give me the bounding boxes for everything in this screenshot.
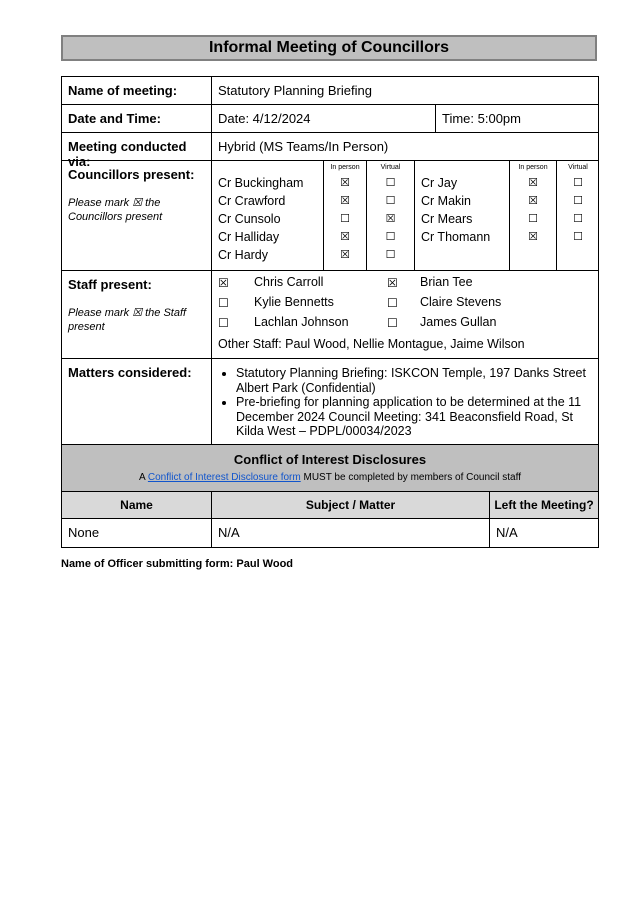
councillors-label: Councillors present: <box>68 167 195 182</box>
virtual-checkbox[interactable]: ☐ <box>573 177 583 189</box>
virtual-checkbox[interactable]: ☐ <box>573 195 583 207</box>
conducted-label: Meeting conducted via: <box>62 133 212 160</box>
conducted-value: Hybrid (MS Teams/In Person) <box>218 139 389 154</box>
matters-label-cell: Matters considered: <box>62 359 212 444</box>
in-person-checkbox[interactable]: ☒ <box>340 195 350 207</box>
virtual-checkbox[interactable]: ☐ <box>385 195 396 207</box>
date-time-label: Date and Time: <box>62 105 212 132</box>
staff-name: Brian Tee <box>420 275 473 289</box>
in-person-checkbox[interactable]: ☐ <box>340 213 350 225</box>
virtual-checkbox[interactable]: ☐ <box>385 231 396 243</box>
virtual-checkbox[interactable]: ☐ <box>573 231 583 243</box>
row-meeting-name <box>62 77 598 105</box>
meeting-form <box>61 76 599 548</box>
virtual-checkbox[interactable]: ☐ <box>385 249 396 261</box>
virtual-checkbox[interactable]: ☒ <box>385 213 396 225</box>
conflict-name-cell: None <box>62 519 212 547</box>
councillors-note: Please mark ☒ the Councillors present <box>68 197 163 223</box>
staff-name: Claire Stevens <box>420 295 502 309</box>
in-person-checkbox[interactable]: ☒ <box>528 177 538 189</box>
councillors-right-inperson <box>509 161 556 270</box>
staff-checkbox[interactable]: ☐ <box>387 296 398 310</box>
staff-label-cell <box>62 271 212 358</box>
staff-name: Chris Carroll <box>254 275 324 289</box>
in-person-checkbox[interactable]: ☒ <box>340 177 350 189</box>
meeting-name-label: Name of meeting: <box>62 77 212 104</box>
councillor-name: Cr Halliday <box>218 230 280 244</box>
staff-label: Staff present: <box>68 277 152 292</box>
matter-item: • Statutory Planning Briefing: ISKCON Temple, 197 Danks Street Albert Park (Confidential) <box>236 366 590 395</box>
time-value: Time: 5:00pm <box>442 111 521 126</box>
virtual-header: Virtual <box>568 164 588 171</box>
councillors-left-virtual <box>366 161 414 270</box>
in-person-checkbox[interactable]: ☒ <box>528 195 538 207</box>
row-staff <box>62 271 598 359</box>
conflict-left-cell: N/A <box>496 525 518 540</box>
councillors-label-cell <box>62 161 212 270</box>
conflict-subject-cell: N/A <box>212 519 490 547</box>
councillor-name: Cr Crawford <box>218 194 286 208</box>
councillor-name: Cr Mears <box>421 212 473 226</box>
in-person-checkbox[interactable]: ☐ <box>528 213 538 225</box>
councillors-left-names <box>212 161 323 270</box>
staff-name: James Gullan <box>420 315 497 329</box>
councillor-name: Cr Hardy <box>218 248 269 262</box>
in-person-checkbox[interactable]: ☒ <box>340 249 350 261</box>
row-councillors <box>62 161 598 271</box>
staff-list <box>212 271 598 358</box>
in-person-header: In person <box>518 164 548 171</box>
councillors-grid <box>212 161 598 270</box>
staff-note: Please mark ☒ the Staff present <box>68 307 187 333</box>
councillor-name: Cr Jay <box>421 176 458 190</box>
virtual-checkbox[interactable]: ☐ <box>385 177 396 189</box>
conflict-form-link[interactable]: Conflict of Interest Disclosure form <box>147 472 301 483</box>
matters-list-cell <box>212 359 598 444</box>
conflict-header <box>62 445 598 492</box>
staff-checkbox[interactable]: ☐ <box>218 296 229 310</box>
col-subject: Subject / Matter <box>212 492 490 518</box>
form-title: Informal Meeting of Councillors <box>61 35 597 61</box>
councillors-right-names <box>414 161 509 270</box>
conflict-title: Conflict of Interest Disclosures <box>233 452 427 467</box>
row-date-time <box>62 105 598 133</box>
other-staff: Other Staff: Paul Wood, Nellie Montague, Jaime Wilson <box>218 337 525 351</box>
councillor-name: Cr Makin <box>421 194 472 208</box>
conflict-instructions: A Conflict of Interest Disclosure form MUST be completed by members of Council staff <box>138 472 521 483</box>
in-person-checkbox[interactable]: ☒ <box>528 231 538 243</box>
matter-item: • Pre-briefing for planning application to be determined at the 11 December 2024 Council Meeting: 341 Beaconsfield Road, St Kilda West – PDPL/00034/2023 <box>236 395 590 439</box>
row-matters <box>62 359 598 445</box>
staff-checkbox[interactable]: ☐ <box>218 316 229 330</box>
table-row <box>62 519 598 547</box>
matters-list <box>218 366 590 439</box>
staff-checkbox[interactable]: ☒ <box>387 276 398 290</box>
conflict-table-header <box>62 492 598 519</box>
staff-checkbox[interactable]: ☒ <box>218 276 229 290</box>
councillor-name: Cr Cunsolo <box>218 212 281 226</box>
in-person-header: In person <box>330 164 360 171</box>
meeting-name-value: Statutory Planning Briefing <box>218 83 372 98</box>
councillors-right-virtual <box>556 161 599 270</box>
councillor-name: Cr Buckingham <box>218 176 304 190</box>
staff-checkbox[interactable]: ☐ <box>387 316 398 330</box>
in-person-checkbox[interactable]: ☒ <box>340 231 350 243</box>
staff-name: Kylie Bennetts <box>254 295 334 309</box>
staff-name: Lachlan Johnson <box>254 315 349 329</box>
col-name: Name <box>62 492 212 518</box>
virtual-header: Virtual <box>380 164 401 171</box>
councillors-left-inperson <box>323 161 366 270</box>
officer-footer: Name of Officer submitting form: Paul Wood <box>61 558 294 570</box>
date-value: Date: 4/12/2024 <box>212 105 436 132</box>
virtual-checkbox[interactable]: ☐ <box>573 213 583 225</box>
councillor-name: Cr Thomann <box>421 230 491 244</box>
col-left-meeting: Left the Meeting? <box>494 498 594 512</box>
